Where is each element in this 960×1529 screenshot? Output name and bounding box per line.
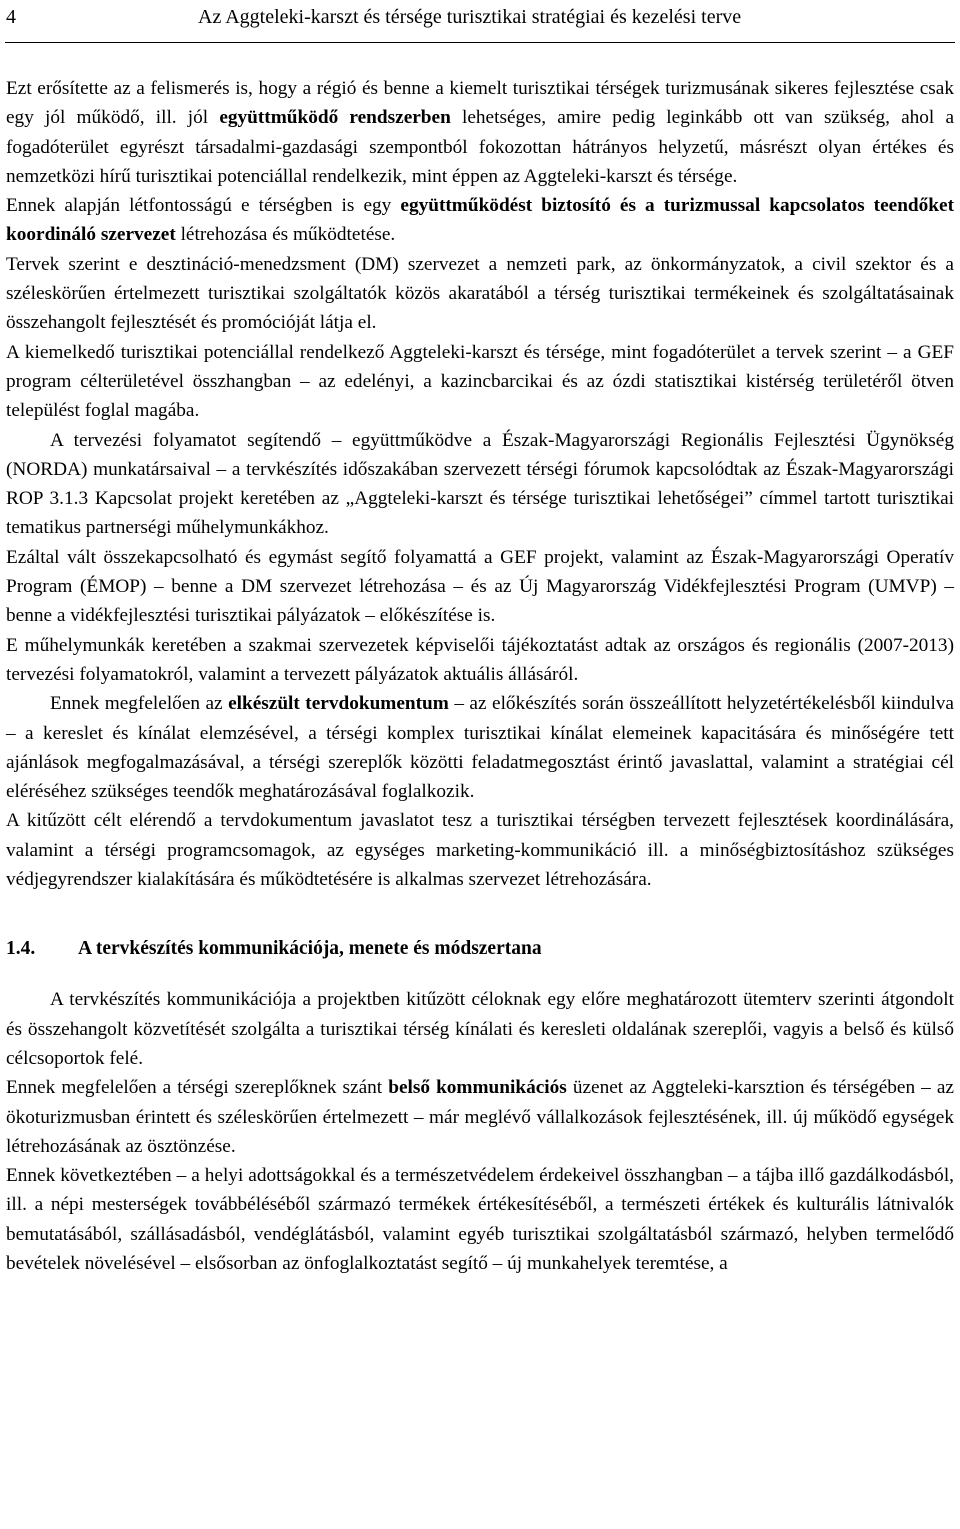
section-title: A tervkészítés kommunikációja, menete és módszertana bbox=[78, 938, 542, 960]
bold-text: elkészült tervdokumentum bbox=[228, 693, 449, 715]
paragraph-4: A kiemelkedő turisztikai potenciállal rendelkező Aggteleki-karszt és térsége, mint fogadóterület a tervek szerint – a GEF program célterületével összhangban – az edelényi, a kazincbarcikai és az ózdi statisztikai kistérség területéről ötven települést foglal magába. bbox=[6, 341, 954, 422]
paragraph-9: A kitűzött célt elérendő a tervdokumentum javaslatot tesz a turisztikai térségben tervezett fejlesztések koordinálására, valamint a térségi programcsomagok, az egységes marketing-kommunikáció ill. a minőségbiztosításhoz szükséges védjegyrendszer kialakítására és működtetésére is alkalmas szervezet létrehozására. bbox=[6, 810, 954, 891]
paragraph-5: A tervezési folyamatot segítendő – együttműködve a Észak-Magyarországi Regionális Fejlesztési Ügynökség (NORDA) munkatársaival – a tervkészítés időszakában szervezett térségi fórumok kapcsolódtak az Észak-Magyarországi ROP 3.1.3 Kapcsolat projekt keretében az „Aggteleki-karszt és térsége turisztikai lehetőségei” címmel tartott turisztikai tematikus partnerségi műhelymunkákhoz. bbox=[6, 429, 954, 539]
paragraph-12: Ennek következtében – a helyi adottságokkal és a természetvédelem érdekeivel összhangban – a tájba illő gazdálkodásból, ill. a népi mesterségek továbbéléséből származó termékek értékesítéséből, a természeti értékek és kulturális látnivalók bemutatásából, szállásadásból, vendéglátásból, valamint egyéb turisztikai szolgáltatásból származó, helyben termelődő bevételek növelésével – elsősorban az önfoglalkoztatást segítő – új munkahelyek teremtése, a bbox=[6, 1165, 954, 1274]
text: Ennek alapján létfontosságú e térségben is egy bbox=[6, 195, 401, 217]
text: – az előkészítés során összeállított helyzetértékelésből kiindulva – a kereslet és kínálat elemzésével, a térségi komplex turisztikai kínálat elemeinek kapacitására és minőségére tett ajánlások megfogalmazásával, a térségi szereplők közötti feladatmegosztást érintő javaslattal, valamint a stratégiai cél eléréséhez szükséges teendők meghatározásával foglalkozik. bbox=[6, 693, 954, 803]
text: lehetséges, amire pedig leginkább ott van szükség, ahol a fogadóterület egyrészt társadalmi-gazdasági szempontból fokozottan hátrányos helyzetű, másrészt olyan értékes és nemzetközi hírű turisztikai potenciállal rendelkezik, mint éppen az Aggteleki-karszt és térsége. bbox=[6, 107, 955, 187]
text: Ezt erősítette az a felismerés is, hogy a régió és benne a kiemelt turisztikai térségek turizmusának sikeres fejlesztése csak egy jól működő, ill. jól bbox=[6, 78, 954, 129]
header-rule bbox=[5, 42, 955, 43]
section-heading bbox=[6, 934, 954, 963]
section-number: 1.4. bbox=[6, 938, 36, 960]
paragraph-3: Tervek szerint e desztináció-menedzsment (DM) szervezet a nemzeti park, az önkormányzatok, a civil szektor és a széleskörűen értelmezett turisztikai szolgáltatók közös akaratából a térség turisztikai termékeinek és szolgáltatásainak összehangolt fejlesztését és promócióját látja el. bbox=[6, 253, 954, 334]
bold-text: együttműködést biztosító és a turizmussal kapcsolatos teendőket koordináló szervezet bbox=[6, 195, 954, 246]
bold-text: belső kommunikációs bbox=[388, 1077, 567, 1099]
text: létrehozása és működtetése. bbox=[175, 224, 396, 246]
text: üzenet az Aggteleki-karsztion és térségében – az ökoturizmusban érintett és széleskörűen értelmezett – már meglévő vállalkozások fejlesztésének, ill. új működő egységek létrehozásának az ösztönzése. bbox=[6, 1077, 954, 1157]
text: Ennek megfelelően a térségi szereplőknek szánt bbox=[6, 1077, 389, 1099]
bold-text: együttműködő rendszerben bbox=[219, 107, 451, 129]
paragraph-2 bbox=[6, 191, 954, 250]
spacer bbox=[6, 963, 954, 985]
text: Ennek megfelelően az bbox=[50, 693, 229, 715]
paragraph-11 bbox=[6, 1073, 954, 1161]
paragraph-8 bbox=[6, 689, 954, 806]
spacer bbox=[6, 894, 954, 934]
document-body bbox=[6, 74, 954, 1278]
paragraph-6: Ezáltal vált összekapcsolható és egymást segítő folyamattá a GEF projekt, valamint az Észak-Magyarországi Operatív Program (ÉMOP) – benne a DM szervezet létrehozása – és az Új Magyarország Vidékfejlesztési Program (UMVP) – benne a vidékfejlesztési turisztikai pályázatok – előkészítése is. bbox=[6, 546, 954, 627]
paragraph-1 bbox=[6, 74, 954, 191]
page-header bbox=[0, 2, 960, 32]
paragraph-10: A tervkészítés kommunikációja a projektben kitűzött céloknak egy előre meghatározott ütemterv szerinti átgondolt és összehangolt közvetítését szolgálta a turisztikai térség kínálati és keresleti oldalának szereplői, vagyis a belső és külső célcsoportok felé. bbox=[6, 989, 954, 1069]
paragraph-7: E műhelymunkák keretében a szakmai szervezetek képviselői tájékoztatást adtak az országos és regionális (2007-2013) tervezési folyamatokról, valamint a tervezett pályázatok aktuális állásáról. bbox=[6, 634, 954, 685]
running-title: Az Aggteleki-karszt és térsége turisztikai stratégiai és kezelési terve bbox=[198, 6, 742, 28]
page-number: 4 bbox=[6, 6, 16, 28]
